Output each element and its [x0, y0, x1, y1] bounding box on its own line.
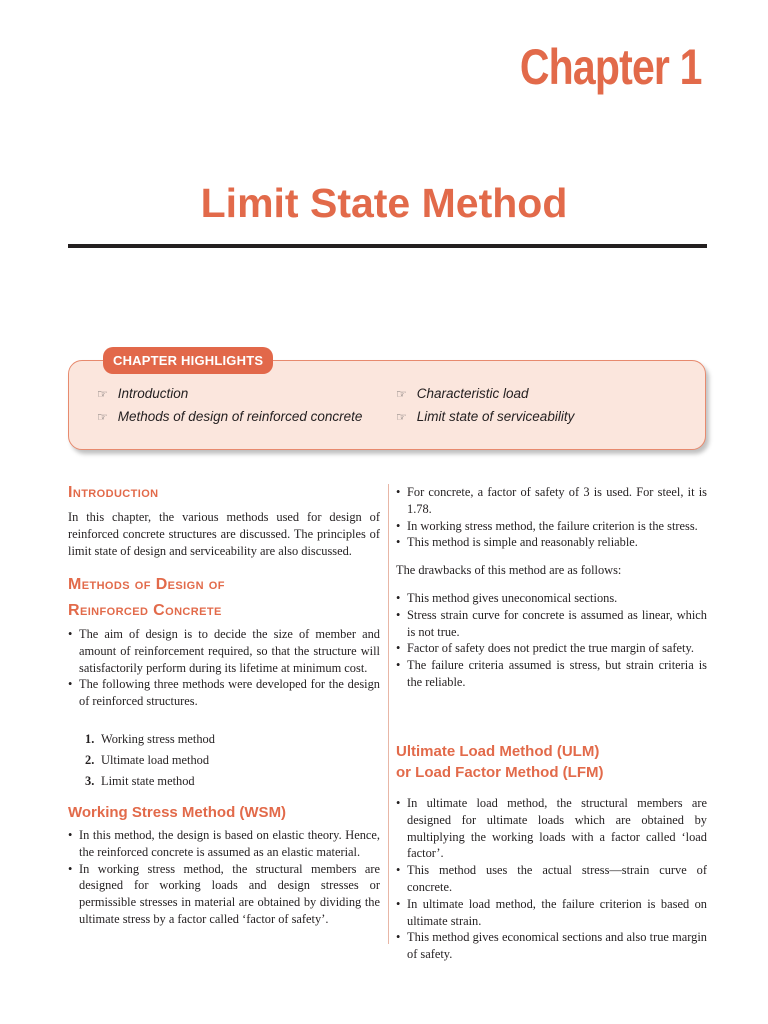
pointing-hand-icon: ☞ — [396, 387, 407, 401]
item-number: 3. — [85, 774, 95, 788]
methods-heading-line2: Reinforced Concrete — [68, 602, 222, 619]
chapter-highlights-tab: CHAPTER HIGHLIGHTS — [103, 347, 273, 374]
list-item: • In this method, the design is based on elastic theory. Hence, the reinforced concrete is assumed as an elastic material. — [68, 827, 380, 861]
ulm-heading-line2: or Load Factor Method (LFM) — [396, 764, 604, 781]
item-number: 2. — [85, 753, 95, 767]
pointing-hand-icon: ☞ — [97, 387, 108, 401]
list-item: • The failure criteria assumed is stress, but strain criteria is the reliable. — [396, 657, 707, 691]
highlight-item-label: Introduction — [117, 386, 189, 401]
pointing-hand-icon: ☞ — [396, 410, 407, 424]
list-item: • This method uses the actual stress—strain curve of concrete. — [396, 862, 707, 896]
list-item: • In working stress method, the structural members are designed for working loads and design stresses or permissible stresses in material are obtained by dividing the ultimate stress by a factor called ‘factor of safety’. — [68, 861, 380, 928]
title-rule — [68, 244, 707, 248]
list-item: • In ultimate load method, the structural members are designed for ultimate loads which are obtained by multiplying the working loads with a factor called ‘load factor’. — [396, 795, 707, 862]
list-item: • For concrete, a factor of safety of 3 is used. For steel, it is 1.78. — [396, 484, 707, 518]
ulm-bullet-list — [396, 795, 707, 963]
drawbacks-bullet-list — [396, 590, 707, 691]
list-item — [85, 731, 215, 752]
wsm-bullet-list — [68, 827, 380, 928]
list-item: • Factor of safety does not predict the true margin of safety. — [396, 640, 707, 657]
introduction-heading: Introduction — [68, 484, 159, 501]
chapter-highlights-box — [68, 353, 706, 450]
item-text: Working stress method — [101, 732, 215, 746]
wsm-continued-bullet-list — [396, 484, 707, 551]
list-item — [85, 752, 215, 773]
chapter-label: Chapter 1 — [520, 39, 702, 95]
item-text: Limit state method — [101, 774, 195, 788]
introduction-text: In this chapter, the various methods used for design of reinforced concrete structures are discussed. The principles of limit state of design and serviceability are also discussed. — [68, 510, 380, 558]
highlight-item — [396, 386, 529, 401]
highlight-item — [396, 409, 574, 424]
highlight-item — [97, 386, 188, 401]
list-item: • The aim of design is to decide the size of member and amount of reinforcement required, so that the structure will satisfactorily perform during its lifetime at minimum cost. — [68, 626, 380, 676]
item-text: Ultimate load method — [101, 753, 210, 767]
list-item — [85, 773, 215, 794]
list-item: • In ultimate load method, the failure criterion is based on ultimate strain. — [396, 896, 707, 930]
highlight-item-label: Characteristic load — [416, 386, 529, 401]
column-divider — [388, 484, 389, 944]
chapter-title: Limit State Method — [200, 180, 568, 226]
highlight-item-label: Limit state of serviceability — [416, 409, 575, 424]
list-item: • Stress strain curve for concrete is assumed as linear, which is not true. — [396, 607, 707, 641]
highlight-item — [97, 409, 362, 424]
methods-bullet-list — [68, 626, 380, 710]
list-item: • This method gives uneconomical sections. — [396, 590, 707, 607]
list-item: • In working stress method, the failure criterion is the stress. — [396, 518, 707, 535]
drawbacks-intro: The drawbacks of this method are as follows: — [396, 563, 622, 577]
methods-numbered-list — [85, 731, 215, 794]
ulm-heading-line1: Ultimate Load Method (ULM) — [396, 743, 600, 760]
list-item: • This method gives economical sections and also true margin of safety. — [396, 929, 707, 963]
methods-heading-line1: Methods of Design of — [68, 576, 225, 593]
pointing-hand-icon: ☞ — [97, 410, 108, 424]
item-number: 1. — [85, 732, 95, 746]
highlight-item-label: Methods of design of reinforced concrete — [117, 409, 363, 424]
list-item: • The following three methods were developed for the design of reinforced structures. — [68, 676, 380, 710]
list-item: • This method is simple and reasonably reliable. — [396, 534, 707, 551]
wsm-heading: Working Stress Method (WSM) — [68, 804, 287, 821]
